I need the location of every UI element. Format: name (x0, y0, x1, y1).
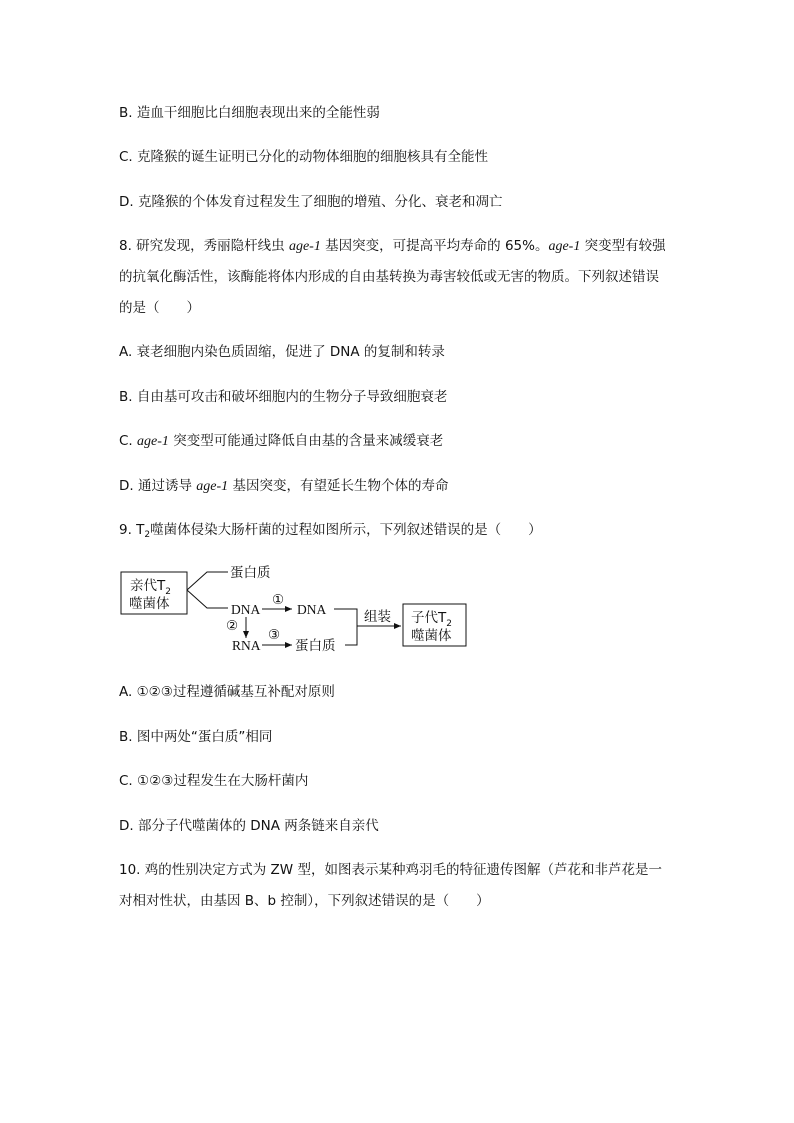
gene-name: age-1 (548, 239, 581, 254)
rna-label: RNA (232, 638, 261, 653)
phage-infection-diagram (0, 560, 794, 660)
gene-name: age-1 (137, 434, 169, 449)
q9-option-a: A. ①②③过程遵循碱基互补配对原则 (119, 684, 335, 700)
gene-name: age-1 (288, 239, 321, 254)
q7-option-b: B. 造血干细胞比白细胞表现出来的全能性弱 (119, 105, 380, 121)
step-3-marker: ③ (268, 627, 281, 643)
q9-text: 噬菌体侵染大肠杆菌的过程如图所示，下列叙述错误的是（ ） (150, 522, 542, 538)
q8-text: 突变型有较强 (580, 238, 666, 254)
option-text: 突变型可能通过降低自由基的含量来减缓衰老 (168, 433, 444, 449)
q10-stem-line1: 10. 鸡的性别决定方式为 ZW 型，如图表示某种鸡羽毛的特征遗传图解（芦花和非芦花是一 (119, 862, 662, 878)
option-label: D. 通过诱导 (119, 478, 197, 494)
protein-top-label: 蛋白质 (230, 565, 271, 581)
q9-text: 9. T (119, 522, 145, 538)
q8-option-d (119, 476, 448, 497)
gene-name: age-1 (196, 479, 229, 494)
dna-right-label: DNA (297, 602, 327, 617)
option-text: 基因突变，有望延长生物个体的寿命 (228, 478, 449, 494)
q8-option-a: A. 衰老细胞内染色质固缩，促进了 DNA 的复制和转录 (119, 344, 445, 360)
step-1-marker: ① (272, 592, 285, 608)
q8-stem-line3: 的是（ ） (119, 300, 200, 316)
q8-stem-line1 (119, 236, 666, 257)
q9-stem (119, 520, 542, 545)
option-label: C. (119, 433, 138, 449)
assemble-label: 组装 (364, 609, 391, 625)
q8-option-c (119, 431, 443, 452)
q9-option-b: B. 图中两处“蛋白质”相同 (119, 729, 273, 745)
q8-option-b: B. 自由基可攻击和破坏细胞内的生物分子导致细胞衰老 (119, 389, 448, 405)
q7-option-d: D. 克隆猴的个体发育过程发生了细胞的增殖、分化、衰老和凋亡 (119, 194, 503, 210)
parent-phage-label-1: 亲代$T_2$ (130, 578, 171, 597)
q10-stem-line2: 对相对性状，由基因 B、b 控制），下列叙述错误的是（ ） (119, 893, 490, 909)
child-phage-label-1: 子代$T_2$ (411, 610, 452, 629)
child-phage-label-2: 噬菌体 (411, 628, 452, 644)
q8-text: 8. 研究发现，秀丽隐杆线虫 (119, 238, 289, 254)
dna-left-label: DNA (231, 602, 261, 617)
protein-bottom-label: 蛋白质 (295, 638, 336, 654)
step-2-marker: ② (226, 618, 239, 634)
q9-option-c: C. ①②③过程发生在大肠杆菌内 (119, 773, 309, 789)
assembly-bracket (334, 609, 357, 645)
q8-text: 基因突变，可提高平均寿命的 65%。 (320, 238, 549, 254)
subscript: 2 (144, 530, 151, 540)
q7-option-c: C. 克隆猴的诞生证明已分化的动物体细胞的细胞核具有全能性 (119, 149, 489, 165)
branch-lines (187, 572, 228, 608)
parent-phage-label-2: 噬菌体 (129, 596, 170, 612)
q8-stem-line2: 的抗氧化酶活性，该酶能将体内形成的自由基转换为毒害较低或无害的物质。下列叙述错误 (119, 269, 659, 285)
q9-option-d: D. 部分子代噬菌体的 DNA 两条链来自亲代 (119, 818, 379, 834)
